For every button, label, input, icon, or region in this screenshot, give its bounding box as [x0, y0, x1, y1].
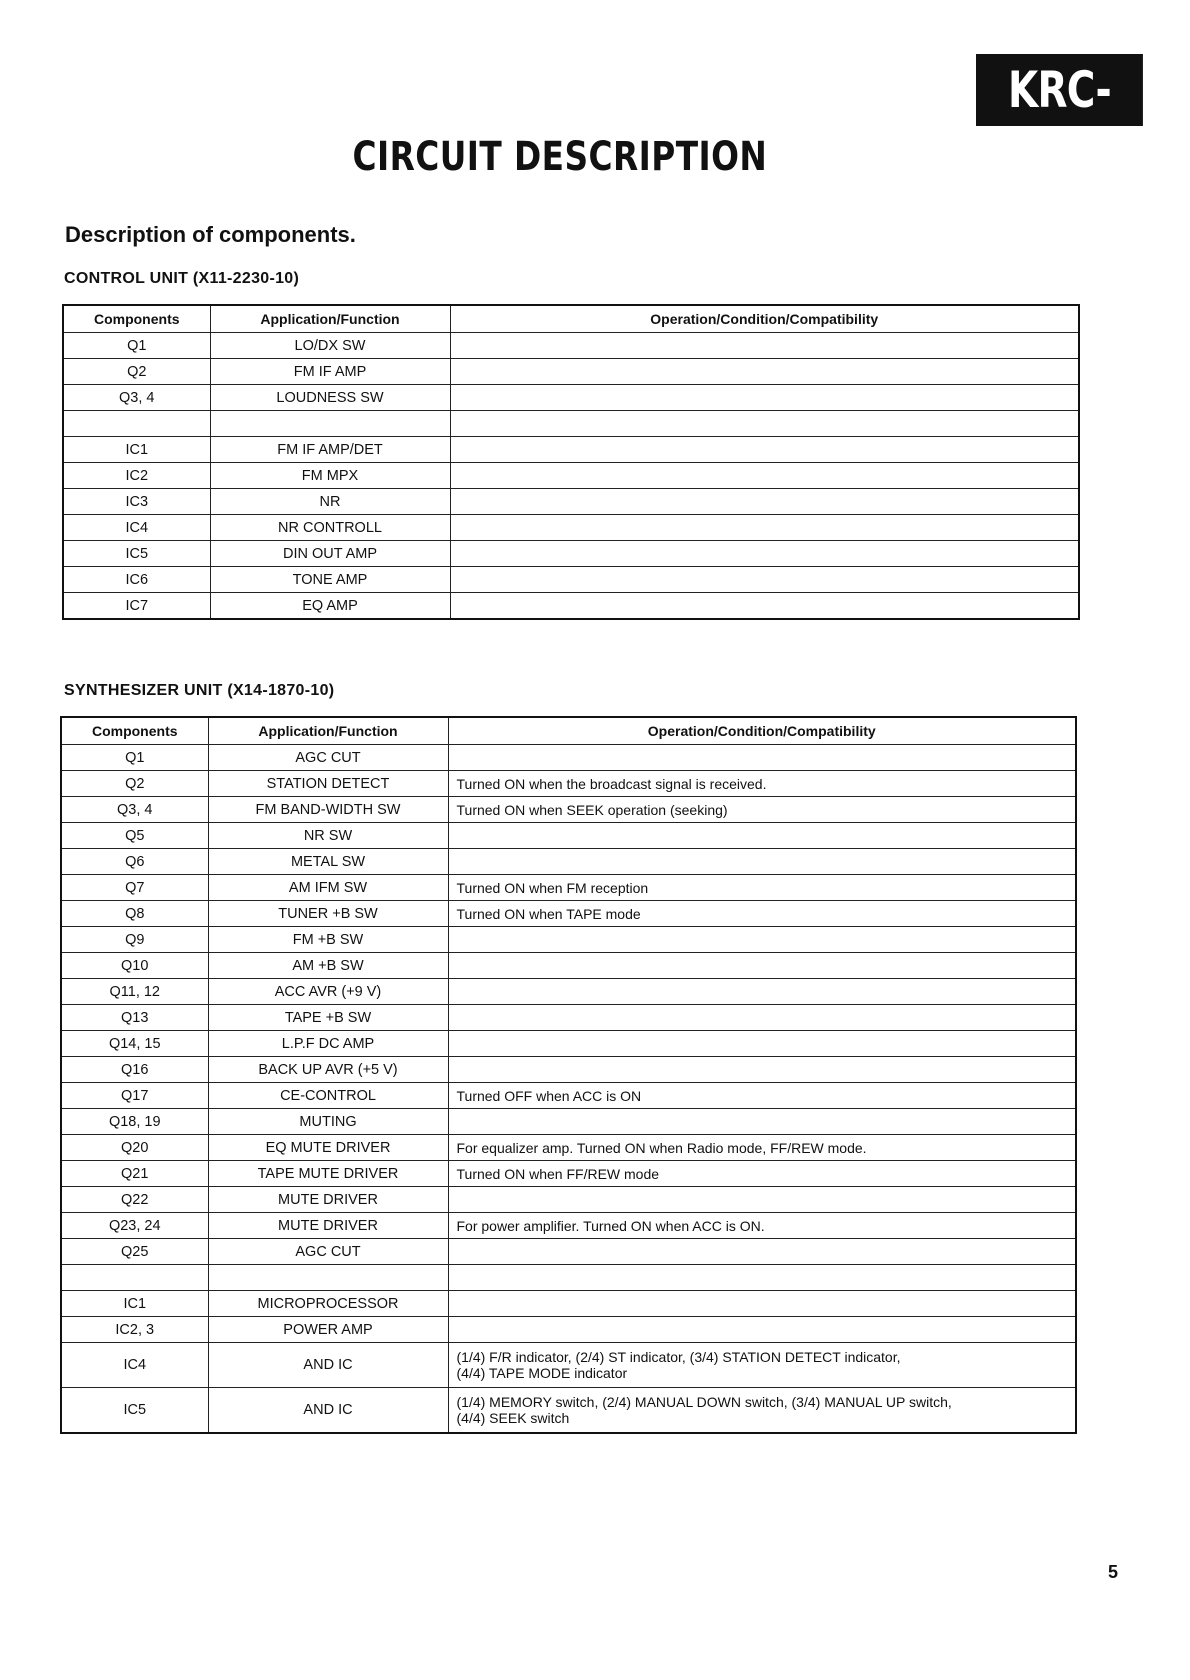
- component-cell: Q6: [61, 849, 208, 875]
- function-cell: CE-CONTROL: [208, 1083, 448, 1109]
- control-unit-rows: [63, 333, 1079, 620]
- table-row: [61, 1265, 1076, 1291]
- header-operation: Operation/Condition/Compatibility: [450, 305, 1079, 333]
- operation-cell: Turned ON when FF/REW mode: [448, 1161, 1076, 1187]
- table-row: [61, 1239, 1076, 1265]
- component-cell: Q21: [61, 1161, 208, 1187]
- function-cell: [210, 411, 450, 437]
- operation-line-2: (4/4) TAPE MODE indicator: [456, 1365, 628, 1381]
- table-row: [63, 333, 1079, 359]
- function-cell: FM IF AMP: [210, 359, 450, 385]
- header-components: Components: [63, 305, 210, 333]
- operation-cell: For power amplifier. Turned ON when ACC is ON.: [448, 1213, 1076, 1239]
- component-cell: Q14, 15: [61, 1031, 208, 1057]
- component-cell: Q10: [61, 953, 208, 979]
- synth-unit-rows: [61, 745, 1076, 1434]
- operation-cell: [448, 1109, 1076, 1135]
- table-row: [61, 1291, 1076, 1317]
- component-cell: Q25: [61, 1239, 208, 1265]
- table-header-row: [61, 717, 1076, 745]
- operation-cell: [450, 489, 1079, 515]
- operation-cell: [448, 927, 1076, 953]
- function-cell: [208, 1265, 448, 1291]
- operation-cell: [448, 953, 1076, 979]
- component-cell: Q5: [61, 823, 208, 849]
- synth-unit-table: [60, 716, 1077, 1434]
- component-cell: Q1: [61, 745, 208, 771]
- component-cell: Q8: [61, 901, 208, 927]
- table-row: [61, 745, 1076, 771]
- component-cell: Q16: [61, 1057, 208, 1083]
- table-row: [63, 515, 1079, 541]
- table-row: [63, 463, 1079, 489]
- table-row: [63, 385, 1079, 411]
- table-row: [63, 541, 1079, 567]
- operation-cell: [450, 411, 1079, 437]
- component-cell: Q9: [61, 927, 208, 953]
- function-cell: MUTING: [208, 1109, 448, 1135]
- header-application: Application/Function: [210, 305, 450, 333]
- function-cell: LO/DX SW: [210, 333, 450, 359]
- operation-cell: [448, 1388, 1076, 1434]
- component-cell: Q22: [61, 1187, 208, 1213]
- function-cell: EQ AMP: [210, 593, 450, 620]
- operation-cell: [448, 849, 1076, 875]
- component-cell: IC2, 3: [61, 1317, 208, 1343]
- component-cell: IC3: [63, 489, 210, 515]
- table-row: [61, 771, 1076, 797]
- table-row: [61, 823, 1076, 849]
- operation-cell: [448, 1265, 1076, 1291]
- component-cell: Q7: [61, 875, 208, 901]
- table-row: [61, 1083, 1076, 1109]
- component-cell: Q13: [61, 1005, 208, 1031]
- page-number: 5: [1108, 1562, 1119, 1582]
- table-row: [61, 1343, 1076, 1388]
- page-title: [0, 134, 1120, 180]
- synth-unit-title: SYNTHESIZER UNIT (X14-1870-10): [64, 682, 335, 699]
- component-cell: Q2: [61, 771, 208, 797]
- operation-cell: [448, 1031, 1076, 1057]
- operation-line-1: (1/4) MEMORY switch, (2/4) MANUAL DOWN switch, (3/4) MANUAL UP switch,: [456, 1394, 952, 1410]
- function-cell: LOUDNESS SW: [210, 385, 450, 411]
- function-cell: ACC AVR (+9 V): [208, 979, 448, 1005]
- function-cell: MUTE DRIVER: [208, 1213, 448, 1239]
- operation-cell: [448, 1239, 1076, 1265]
- operation-cell: [448, 1317, 1076, 1343]
- table-row: [61, 1187, 1076, 1213]
- function-cell: TUNER +B SW: [208, 901, 448, 927]
- operation-cell: For equalizer amp. Turned ON when Radio mode, FF/REW mode.: [448, 1135, 1076, 1161]
- operation-cell: [448, 1187, 1076, 1213]
- table-row: [61, 1135, 1076, 1161]
- function-cell: TAPE +B SW: [208, 1005, 448, 1031]
- operation-cell: [448, 1057, 1076, 1083]
- control-unit-table: [62, 304, 1080, 620]
- function-cell: AGC CUT: [208, 745, 448, 771]
- component-cell: Q3, 4: [63, 385, 210, 411]
- function-cell: MUTE DRIVER: [208, 1187, 448, 1213]
- component-cell: IC6: [63, 567, 210, 593]
- table-row: [61, 1161, 1076, 1187]
- operation-cell: [450, 385, 1079, 411]
- component-cell: [63, 411, 210, 437]
- operation-cell: Turned ON when the broadcast signal is received.: [448, 771, 1076, 797]
- component-cell: IC5: [63, 541, 210, 567]
- component-cell: Q11, 12: [61, 979, 208, 1005]
- operation-cell: Turned OFF when ACC is ON: [448, 1083, 1076, 1109]
- table-row: [61, 953, 1076, 979]
- control-unit-title: CONTROL UNIT (X11-2230-10): [64, 270, 300, 287]
- component-cell: IC7: [63, 593, 210, 620]
- table-row: [61, 1317, 1076, 1343]
- table-row: [61, 1388, 1076, 1434]
- table-row: [63, 489, 1079, 515]
- operation-cell: [448, 745, 1076, 771]
- function-cell: L.P.F DC AMP: [208, 1031, 448, 1057]
- function-cell: STATION DETECT: [208, 771, 448, 797]
- operation-cell: [448, 1005, 1076, 1031]
- operation-cell: Turned ON when SEEK operation (seeking): [448, 797, 1076, 823]
- component-cell: [61, 1265, 208, 1291]
- table-row: [61, 979, 1076, 1005]
- table-row: [63, 567, 1079, 593]
- function-cell: FM IF AMP/DET: [210, 437, 450, 463]
- function-cell: AM +B SW: [208, 953, 448, 979]
- component-cell: IC1: [61, 1291, 208, 1317]
- function-cell: FM +B SW: [208, 927, 448, 953]
- table-row: [61, 797, 1076, 823]
- operation-cell: [448, 979, 1076, 1005]
- table-row: [61, 1057, 1076, 1083]
- component-cell: Q17: [61, 1083, 208, 1109]
- function-cell: AND IC: [208, 1343, 448, 1388]
- function-cell: NR: [210, 489, 450, 515]
- component-cell: Q1: [63, 333, 210, 359]
- function-cell: AND IC: [208, 1388, 448, 1434]
- table-row: [61, 1005, 1076, 1031]
- table-row: [61, 1109, 1076, 1135]
- component-cell: Q20: [61, 1135, 208, 1161]
- function-cell: EQ MUTE DRIVER: [208, 1135, 448, 1161]
- operation-cell: [450, 515, 1079, 541]
- function-cell: MICROPROCESSOR: [208, 1291, 448, 1317]
- operation-line-2: (4/4) SEEK switch: [456, 1410, 570, 1426]
- header-application: Application/Function: [208, 717, 448, 745]
- table-row: [63, 359, 1079, 385]
- component-cell: IC4: [63, 515, 210, 541]
- header-operation: Operation/Condition/Compatibility: [448, 717, 1076, 745]
- function-cell: AGC CUT: [208, 1239, 448, 1265]
- component-cell: Q18, 19: [61, 1109, 208, 1135]
- function-cell: DIN OUT AMP: [210, 541, 450, 567]
- component-cell: IC1: [63, 437, 210, 463]
- table-row: [61, 875, 1076, 901]
- operation-cell: [450, 593, 1079, 620]
- function-cell: AM IFM SW: [208, 875, 448, 901]
- table-row: [61, 901, 1076, 927]
- component-cell: IC4: [61, 1343, 208, 1388]
- operation-cell: [450, 359, 1079, 385]
- operation-cell: [448, 823, 1076, 849]
- operation-cell: Turned ON when TAPE mode: [448, 901, 1076, 927]
- table-row: [61, 1031, 1076, 1057]
- operation-cell: [450, 463, 1079, 489]
- table-row: [61, 1213, 1076, 1239]
- component-cell: IC2: [63, 463, 210, 489]
- operation-cell: [450, 567, 1079, 593]
- table-header-row: [63, 305, 1079, 333]
- component-cell: Q23, 24: [61, 1213, 208, 1239]
- table-row: [61, 927, 1076, 953]
- operation-line-1: (1/4) F/R indicator, (2/4) ST indicator, (3/4) STATION DETECT indicator,: [456, 1349, 901, 1365]
- function-cell: METAL SW: [208, 849, 448, 875]
- operation-cell: Turned ON when FM reception: [448, 875, 1076, 901]
- table-row: [63, 437, 1079, 463]
- model-badge: KRC-2001: [976, 54, 1143, 126]
- table-row: [63, 411, 1079, 437]
- component-cell: Q2: [63, 359, 210, 385]
- section-subtitle: Description of components.: [65, 222, 356, 247]
- operation-cell: [448, 1291, 1076, 1317]
- function-cell: FM MPX: [210, 463, 450, 489]
- function-cell: NR CONTROLL: [210, 515, 450, 541]
- header-components: Components: [61, 717, 208, 745]
- function-cell: POWER AMP: [208, 1317, 448, 1343]
- operation-cell: [450, 333, 1079, 359]
- function-cell: NR SW: [208, 823, 448, 849]
- operation-cell: [450, 437, 1079, 463]
- function-cell: FM BAND-WIDTH SW: [208, 797, 448, 823]
- operation-cell: [448, 1343, 1076, 1388]
- component-cell: Q3, 4: [61, 797, 208, 823]
- function-cell: TAPE MUTE DRIVER: [208, 1161, 448, 1187]
- table-row: [63, 593, 1079, 620]
- function-cell: BACK UP AVR (+5 V): [208, 1057, 448, 1083]
- component-cell: IC5: [61, 1388, 208, 1434]
- function-cell: TONE AMP: [210, 567, 450, 593]
- page-title-text: CIRCUIT DESCRIPTION: [352, 134, 768, 180]
- operation-cell: [450, 541, 1079, 567]
- table-row: [61, 849, 1076, 875]
